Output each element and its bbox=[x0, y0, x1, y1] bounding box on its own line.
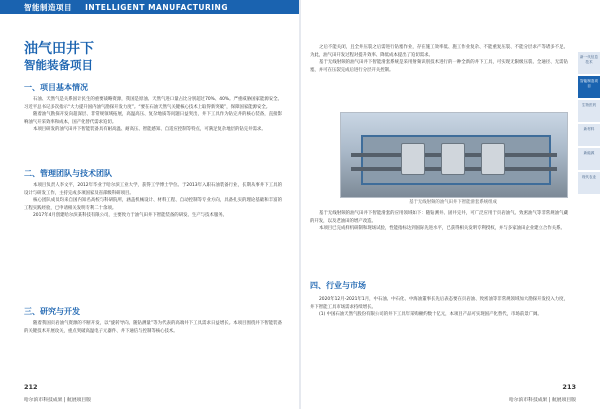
paragraph: 随着我国页岩油气资源的不断开发，以“旋转导向、随钻测量”等为代表的高端井下工具需求日益增长。本项目围绕井下智能装备的关键技术开展攻关，重点突破高温电子元器件、井下通信与控制等核心技术。 bbox=[24, 321, 282, 334]
right-page bbox=[300, 0, 600, 409]
section-heading-3: 三、研究与开发 bbox=[24, 307, 80, 316]
footer-right: 哈尔滨市科技成果 | 航展项目版 bbox=[508, 398, 576, 403]
intro-body bbox=[310, 44, 568, 106]
side-tab-label: 现代农业 bbox=[581, 175, 597, 179]
section-body-2 bbox=[24, 182, 282, 294]
paragraph: 随着油气勘探开发向超深层、非常规领域拓展，高温高压、复杂地质等问题日益突出，井下工具作为钻完井的核心装备，直接影响油气开采效率和成本，国产化替代需求迫切。 bbox=[24, 112, 282, 125]
page-number-right: 213 bbox=[562, 383, 576, 391]
tank-shape bbox=[401, 143, 425, 175]
side-tab-label: 生物医药 bbox=[581, 103, 597, 107]
market-body bbox=[310, 296, 568, 372]
page-title: 油气田井下 bbox=[24, 41, 94, 57]
paragraph: 之后不能关闭，且全井压裂之后需进行钻塞作业，存在施工效率低、施工作业复杂、不能重复压裂、不能分层求产等诸多不足。为此，油气田开发过程对提升效率、降低成本提出了迫切需求。 bbox=[310, 45, 568, 58]
footer-left: 哈尔滨市科技成果 | 航展项目版 bbox=[24, 398, 92, 403]
section-header-band bbox=[0, 0, 300, 14]
section-body-1 bbox=[24, 96, 282, 164]
paragraph: 核心团队成员均来自国内知名高校与科研院所，涵盖机械设计、材料工程、自动控制等专业方向，具备扎实的理论基础和丰富的工程实践经验，已申请相关发明专利二十余项。 bbox=[24, 198, 282, 211]
section-heading-4: 四、行业与市场 bbox=[310, 281, 366, 290]
side-tab-label: 新一代信息技术 bbox=[580, 55, 598, 64]
paragraph: 石油、天然气是关系国计民生的重要战略资源，我国是原油、天然气进口量占比分别超过70%、40%。严重威胁国家能源安全。习近平总书记多次指示“大力提升国内油气勘探开发力度”。“要在石油天然气关键核心技术上取得新突破”，保障国家能源安全。 bbox=[24, 97, 282, 110]
paragraph: 本项目负责人李文平，2012年毕业于哈尔滨工业大学，获得工学博士学位。于2013年入职石油装备行业，长期从事井下工具的设计与研发工作，主持完成多项国家及省部级科研项目。 bbox=[24, 183, 282, 196]
tank-shape bbox=[481, 143, 505, 175]
page-number-left: 212 bbox=[24, 383, 38, 391]
paragraph: 基于无线射频的油气田井下智能滑套的应用领域如下：随钻测井、固井完井，可广泛应用于页岩油气、致密油气等非常规油气藏的开发，以及老油田的增产改造。 bbox=[310, 211, 568, 224]
section-header-text bbox=[24, 2, 238, 13]
page-subtitle: 智能装备项目 bbox=[24, 58, 93, 72]
paragraph: 2020年12月-2021年1月，中石油、中石化、中海油董事长先后表态要在页岩油、致密油等非常规领域加大勘探开发投入力度，井下智能工具市场需求持续增长。 bbox=[310, 297, 568, 310]
side-tab[interactable] bbox=[578, 148, 600, 170]
paragraph: (1) 中国石油天然气股份有限公司的井下工具年采购额约数十亿元，本项目产品可实现国产化替代，市场前景广阔。 bbox=[319, 312, 542, 318]
side-category-tabs bbox=[578, 52, 600, 196]
photo-caption: 基于无线射频的油气田井下智能滑套系统组成 bbox=[409, 200, 497, 205]
side-tab-label: 新能源 bbox=[583, 151, 595, 155]
application-body bbox=[310, 210, 568, 272]
product-photo bbox=[340, 112, 568, 198]
paragraph: 本项目已完成样机研制和现场试验，性能指标达到国际先进水平，已获得相关发明专利授权，并与多家油田企业建立合作关系。 bbox=[319, 226, 565, 232]
section-heading-1: 一、项目基本情况 bbox=[24, 83, 88, 92]
section-label-cn: 智能制造项目 bbox=[24, 3, 72, 12]
paragraph: 2017年4月创建哈尔滨某科技有限公司，主要致力于油气田井下智能装备的研发、生产与技术服务。 bbox=[33, 213, 227, 219]
side-tab-label: 智能制造项目 bbox=[580, 79, 598, 88]
section-heading-2: 二、管理团队与技术团队 bbox=[24, 169, 112, 178]
side-tab[interactable] bbox=[578, 124, 600, 146]
side-tab[interactable] bbox=[578, 100, 600, 122]
section-body-3 bbox=[24, 320, 282, 370]
paragraph: 基于无线射频的油气田井下智能滑套系统是采用射频识别技术进行的一种全新的井下工具，可实现无限级压裂、全通径、无需钻塞，并可在压裂完成后进行分层开关控制。 bbox=[310, 60, 568, 73]
side-tab[interactable] bbox=[578, 52, 600, 74]
section-label-en: INTELLIGENT MANUFACTURING bbox=[85, 3, 228, 12]
side-tab[interactable] bbox=[578, 172, 600, 194]
side-tab-label: 新材料 bbox=[583, 127, 595, 131]
side-tab-active[interactable] bbox=[578, 76, 600, 98]
paragraph: 本项目研发的油气田井下智能装备具有耐高温、耐高压、智能感知、自适应控制等特点，可满足复杂地层的钻完井需求。 bbox=[33, 127, 266, 133]
tank-shape bbox=[441, 143, 465, 175]
